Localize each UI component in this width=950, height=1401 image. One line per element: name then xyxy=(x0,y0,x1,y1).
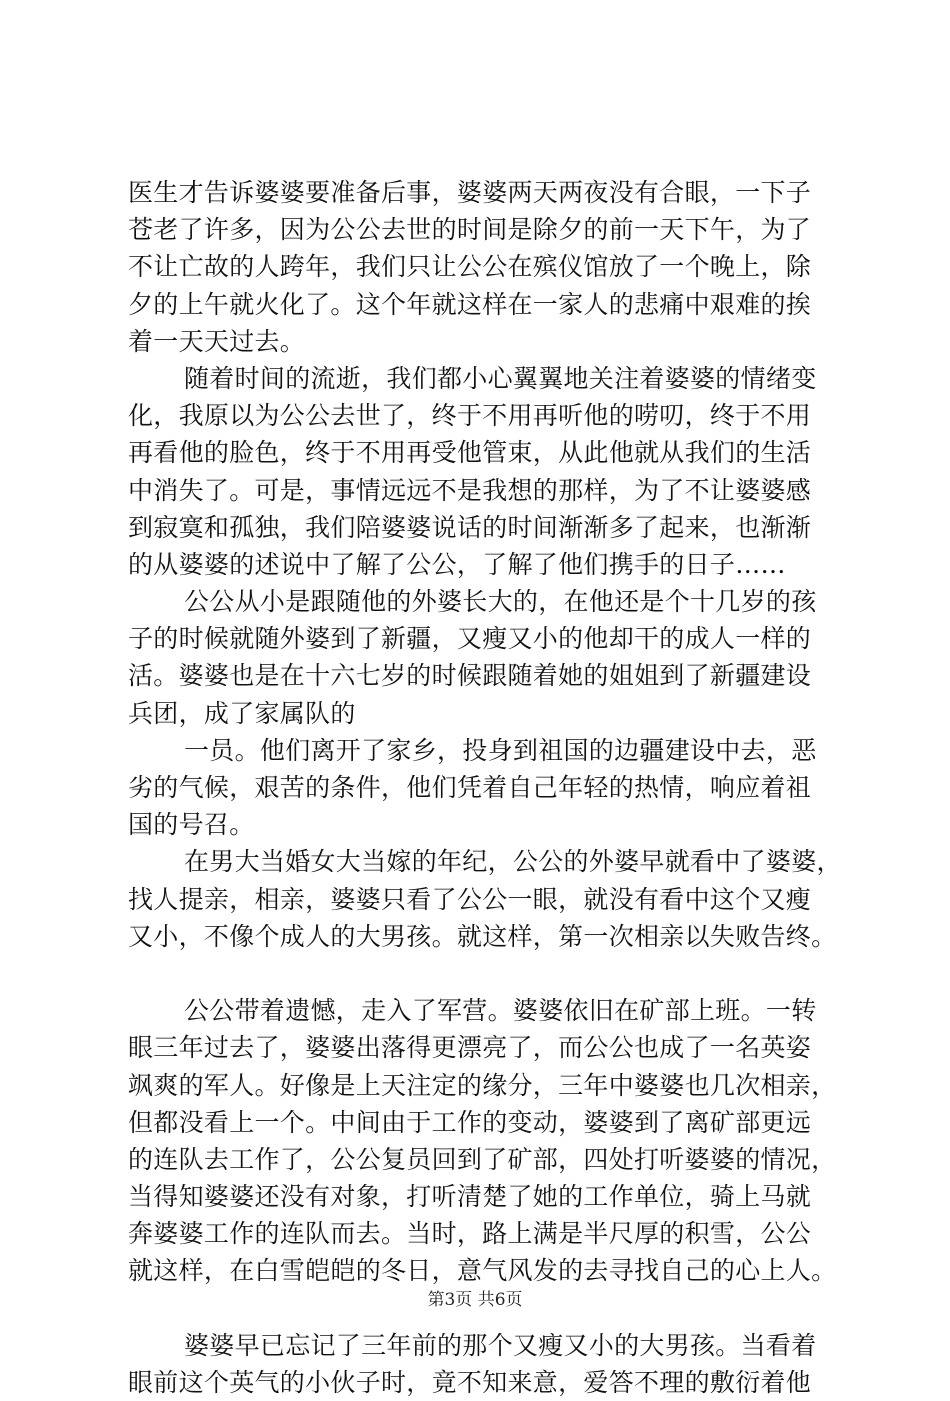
text-line: 的从婆婆的述说中了解了公公，了解了他们携手的日子…… xyxy=(128,549,786,579)
paragraph-gap xyxy=(128,955,848,992)
text-line: 化，我原以为公公去世了，终于不用再听他的唠叨，终于不用 xyxy=(128,401,812,431)
text-line: 国的号召。 xyxy=(128,810,255,840)
text-line: 活。婆婆也是在十六七岁的时候跟随着她的姐姐到了新疆建设 xyxy=(128,661,812,691)
text-line: 飒爽的军人。好像是上天注定的缘分，三年中婆婆也几次相亲， xyxy=(128,1070,837,1100)
text-line: 当得知婆婆还没有对象，打听清楚了她的工作单位，骑上马就 xyxy=(128,1182,812,1212)
text-line: 夕的上午就火化了。这个年就这样在一家人的悲痛中艰难的挨 xyxy=(128,289,812,319)
text-line: 奔婆婆工作的连队而去。当时，路上满是半尺厚的积雪，公公 xyxy=(128,1219,812,1249)
text-line: 就这样，在白雪皑皑的冬日，意气风发的去寻找自己的心上人。 xyxy=(128,1256,837,1286)
page-number-label: 第3页 共6页 xyxy=(427,1290,523,1310)
text-line: 不让亡故的人跨年，我们只让公公在殡仪馆放了一个晚上，除 xyxy=(128,252,812,282)
text-line: 眼前这个英气的小伙子时，竟不知来意，爱答不理的敷衍着他 xyxy=(128,1368,812,1397)
text-line: 到寂寞和孤独，我们陪婆婆说话的时间渐渐多了起来，也渐渐 xyxy=(128,512,812,542)
text-line: 找人提亲，相亲，婆婆只看了公公一眼，就没有看中这个又瘦 xyxy=(128,884,812,914)
text-line: 在男大当婚女大当嫁的年纪，公公的外婆早就看中了婆婆， xyxy=(184,847,842,877)
text-line: 公公从小是跟随他的外婆长大的，在他还是个十几岁的孩 xyxy=(184,587,817,617)
text-line: 兵团，成了家属队的 xyxy=(128,698,356,728)
page-footer xyxy=(0,1285,950,1310)
body-text xyxy=(128,174,848,1401)
text-line: 的连队去工作了，公公复员回到了矿部，四处打听婆婆的情况， xyxy=(128,1144,837,1174)
text-line: 医生才告诉婆婆要准备后事，婆婆两天两夜没有合眼，一下子 xyxy=(128,178,812,207)
text-line: 婆婆早已忘记了三年前的那个又瘦又小的大男孩。当看着 xyxy=(184,1330,817,1360)
text-line: 苍老了许多，因为公公去世的时间是除夕的前一天下午，为了 xyxy=(128,215,812,245)
text-line: 又小，不像个成人的大男孩。就这样，第一次相亲以失败告终。 xyxy=(128,921,837,951)
text-line: 但都没看上一个。中间由于工作的变动，婆婆到了离矿部更远 xyxy=(128,1107,812,1137)
text-line: 着一天天过去。 xyxy=(128,326,306,356)
text-line: 劣的气候，艰苦的条件，他们凭着自己年轻的热情，响应着祖 xyxy=(128,773,812,802)
text-line: 随着时间的流逝，我们都小心翼翼地关注着婆婆的情绪变 xyxy=(184,363,817,393)
text-line: 公公带着遗憾，走入了军营。婆婆依旧在矿部上班。一转 xyxy=(184,996,817,1026)
text-line: 一员。他们离开了家乡，投身到祖国的边疆建设中去，恶 xyxy=(184,735,817,765)
text-line: 再看他的脸色，终于不用再受他管束，从此他就从我们的生活 xyxy=(128,438,812,468)
text-line: 眼三年过去了，婆婆出落得更漂亮了，而公公也成了一名英姿 xyxy=(128,1033,812,1063)
text-line: 中消失了。可是，事情远远不是我想的那样，为了不让婆婆感 xyxy=(128,475,812,505)
text-line: 子的时候就随外婆到了新疆，又瘦又小的他却干的成人一样的 xyxy=(128,624,812,654)
